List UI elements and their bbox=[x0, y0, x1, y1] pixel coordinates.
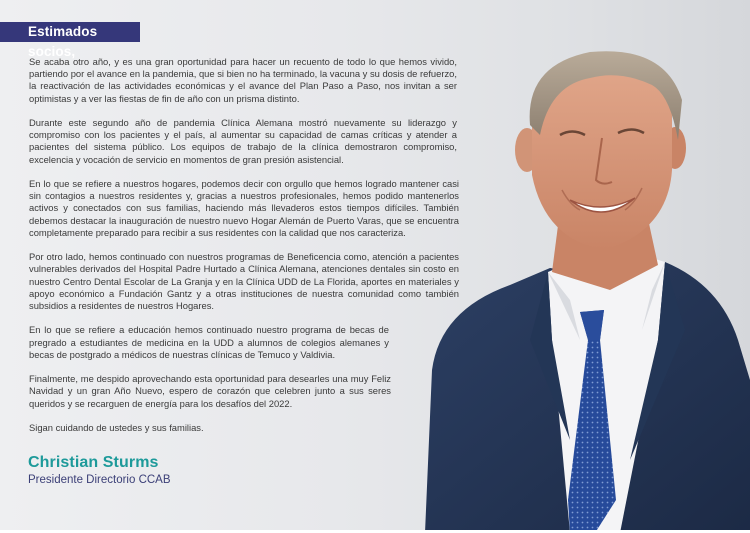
portrait-photo bbox=[420, 40, 750, 533]
letter-paragraph: En lo que se refiere a nuestros hogares, podemos decir con orgullo que hemos logrado mantener casi sin contagios a nuestros residentes y, gracias a nuestros profesionales, hemos podido mantenerlos activos y conectados con sus familias, haciendo más llevaderos estos tiempos difíciles. También debemos destacar la inauguración de nuestro nuevo Hogar Alemán de Puerto Varas, que se encuentra completamente preparado para recibir a sus residentes con la calidad que nos caracteriza. bbox=[29, 178, 459, 238]
greeting-heading: Estimados socios, bbox=[0, 22, 140, 42]
signature-title: Presidente Directorio CCAB bbox=[28, 474, 171, 486]
letter-paragraph: En lo que se refiere a educación hemos continuado nuestro programa de becas de pregrado a estudiantes de medicina en la UDD a alumnos de colegios alemanes y becas de postgrado a médicos de nuestras clínicas de Temuco y Valdivia. bbox=[29, 324, 389, 360]
letter-paragraph: Se acaba otro año, y es una gran oportunidad para hacer un recuento de todo lo que hemos vivido, partiendo por el avance en la pandemia, que si bien no ha terminado, la vacuna y su dosis de refuerzo, la reactivación de las actividades económicas y el avance del Plan Paso a Paso, nos invitan a ser optimistas y a ver las fiestas de fin de año con un prisma distinto. bbox=[29, 56, 457, 104]
letter-paragraph: Por otro lado, hemos continuado con nuestros programas de Beneficencia como, atención a pacientes vulnerables derivados del Hospital Padre Hurtado a Clínica Alemana, atenciones dentales sin costo en nuestro Centro Dental Escolar de La Granja y en la Clínica UDD de La Florida, aportes en materiales y apoyo económico a Fundación Gantz y a otras instituciones de nuestra comunidad como también subsidios a residentes de nuestros Hogares. bbox=[29, 251, 459, 312]
letter-paragraph: Finalmente, me despido aprovechando esta oportunidad para desearles una muy Feliz Navidad y un gran Año Nuevo, espero de corazón que celebren junto a sus seres queridos y se recarguen de energía para los desafíos del 2022. bbox=[29, 373, 391, 409]
letter-paragraph: Durante este segundo año de pandemia Clínica Alemana mostró nuevamente su liderazgo y compromiso con los pacientes y el país, al aumentar su capacidad de camas críticas y atender a pacientes del sistema público. Los equipos de trabajo de la clínica demostraron compromiso, excelencia y vocación de servicio en momentos de gran presión asistencial. bbox=[29, 117, 457, 165]
letter-paragraph: Sigan cuidando de ustedes y sus familias. bbox=[29, 422, 204, 433]
letter-body bbox=[29, 56, 459, 446]
signature-name: Christian Sturms bbox=[28, 454, 159, 471]
